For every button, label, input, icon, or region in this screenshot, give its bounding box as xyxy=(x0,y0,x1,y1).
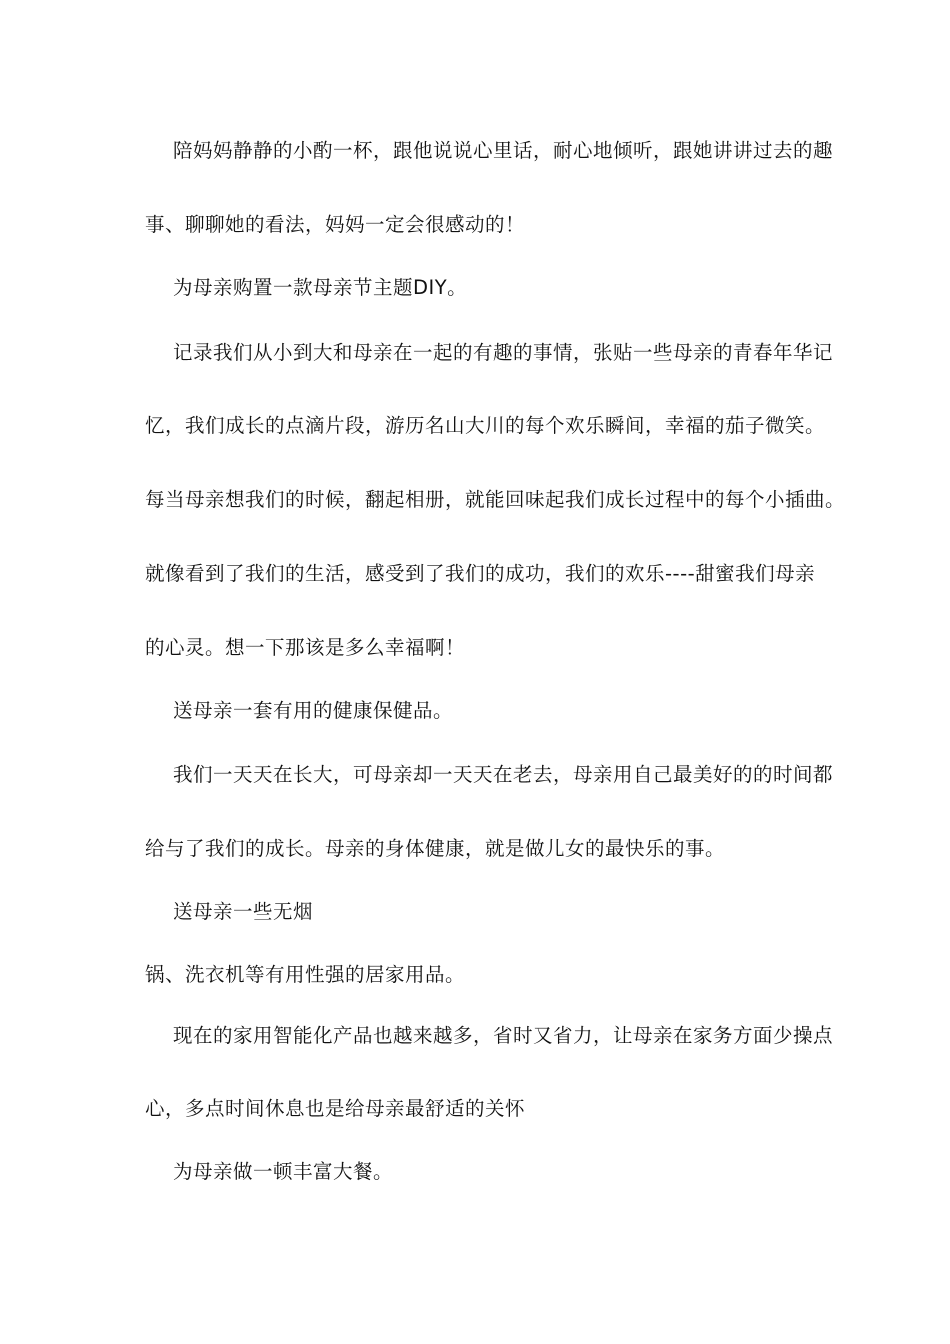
paragraph-line: 为母亲购置一款母亲节主题DIY。 xyxy=(173,276,468,299)
paragraph-line: 锅、洗衣机等有用性强的居家用品。 xyxy=(145,963,466,986)
paragraph-line: 陪妈妈静静的小酌一杯，跟他说说心里话，耐心地倾听，跟她讲讲过去的趣 xyxy=(173,139,834,162)
paragraph-line: 送母亲一套有用的健康保健品。 xyxy=(173,699,454,722)
paragraph-line: 事、聊聊她的看法，妈妈一定会很感动的！ xyxy=(145,213,526,236)
paragraph-line: 记录我们从小到大和母亲在一起的有趣的事情，张贴一些母亲的青春年华记 xyxy=(173,341,834,364)
paragraph-line: 为母亲做一顿丰富大餐。 xyxy=(173,1160,394,1183)
paragraph-line: 现在的家用智能化产品也越来越多，省时又省力，让母亲在家务方面少操点 xyxy=(173,1024,834,1047)
paragraph-line: 我们一天天在长大，可母亲却一天天在老去，母亲用自己最美好的的时间都 xyxy=(173,763,834,786)
paragraph-line: 给与了我们的成长。母亲的身体健康，就是做儿女的最快乐的事。 xyxy=(145,837,726,860)
paragraph-line: 就像看到了我们的生活，感受到了我们的成功，我们的欢乐----甜蜜我们母亲 xyxy=(145,562,816,585)
paragraph-line: 送母亲一些无烟 xyxy=(173,900,314,923)
paragraph-line: 每当母亲想我们的时候，翻起相册，就能回味起我们成长过程中的每个小插曲。 xyxy=(145,488,846,511)
paragraph-line: 的心灵。想一下那该是多么幸福啊！ xyxy=(145,636,466,659)
paragraph-line: 忆，我们成长的点滴片段，游历名山大川的每个欢乐瞬间，幸福的茄子微笑。 xyxy=(145,414,826,437)
paragraph-line: 心，多点时间休息也是给母亲最舒适的关怀 xyxy=(145,1097,526,1120)
